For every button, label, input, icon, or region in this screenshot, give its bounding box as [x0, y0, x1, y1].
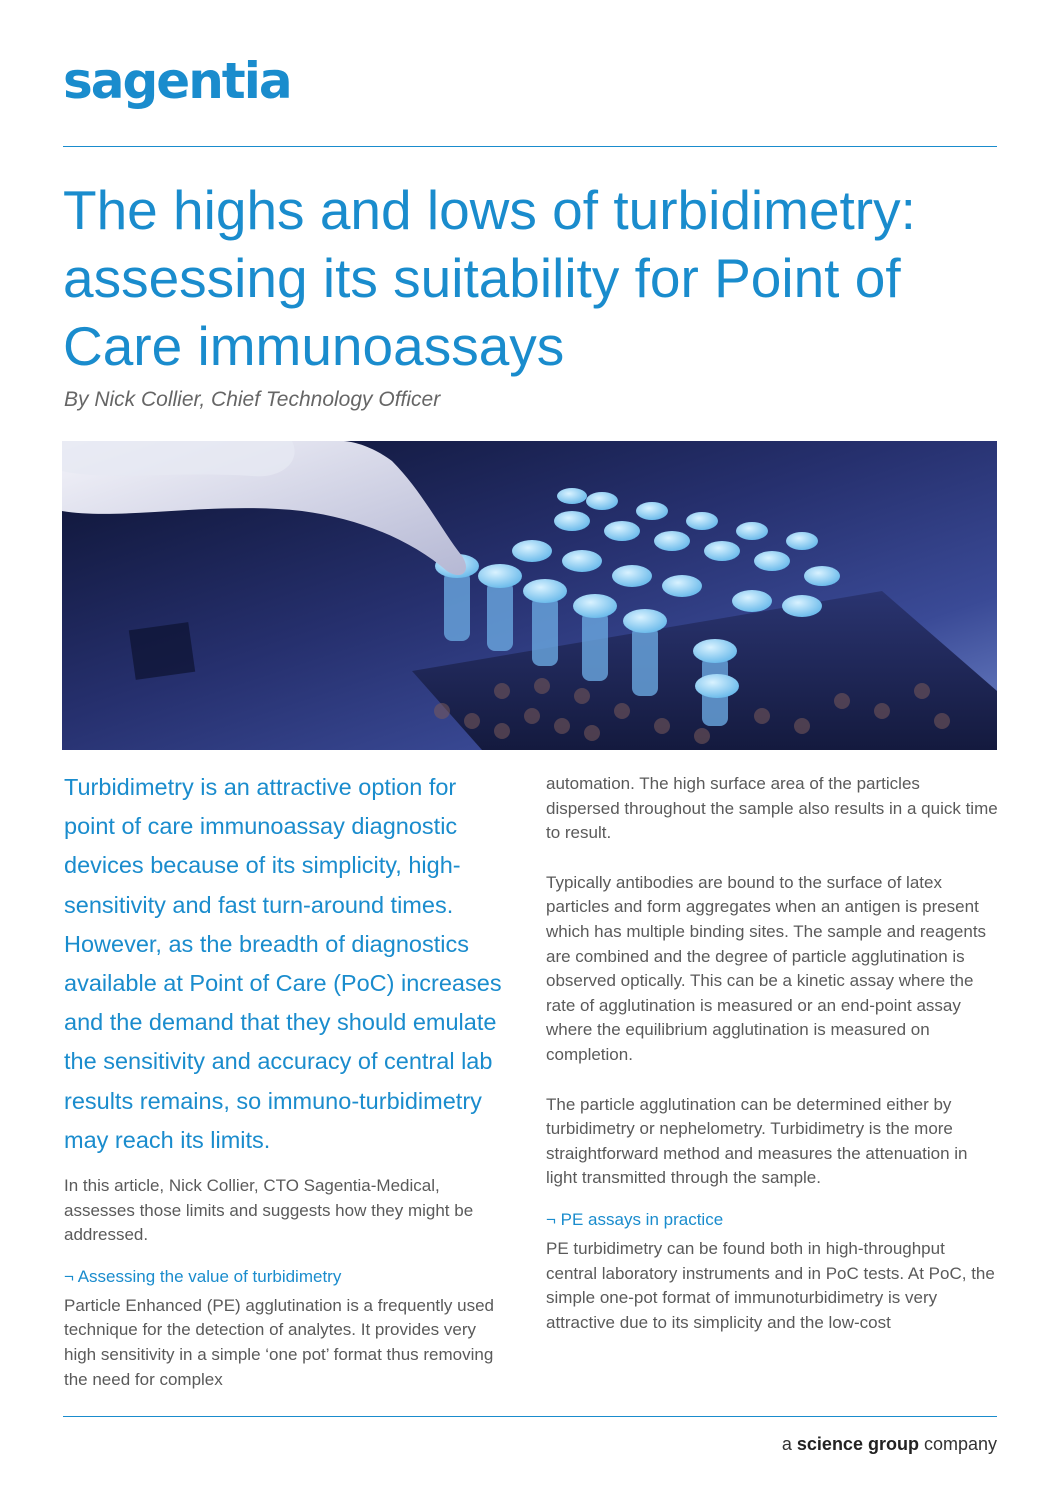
right-column: [546, 772, 998, 1335]
footer-divider: [63, 1416, 997, 1417]
body-paragraph: automation. The high surface area of the particles dispersed throughout the sample also results in a quick time to result.: [546, 774, 998, 843]
header-divider: [63, 146, 997, 147]
byline: By Nick Collier, Chief Technology Officer: [64, 388, 441, 411]
lead-paragraph: Turbidimetry is an attractive option for point of care immunoassay diagnostic devices because of its simplicity, high-sensitivity and fast turn-around times. However, as the breadth of diagnostics available at Point of Care (PoC) increases and the demand that they should emulate the sensitivity and accuracy of central lab results remains, so immuno-turbidimetry may reach its limits.: [64, 774, 502, 1153]
body-paragraph: Typically antibodies are bound to the surface of latex particles and form aggregates when an antigen is present which has multiple binding sites. The sample and reagents are combined and the degree of particle agglutination is observed optically. This can be a kinetic assay where the rate of agglutination is measured or an end-point assay where the equilibrium agglutination is measured on completion.: [546, 872, 987, 1064]
lab-tubes-photo-icon: [62, 441, 997, 750]
body-paragraph: Particle Enhanced (PE) agglutination is a frequently used technique for the detection of analytes. It provides very high sensitivity in a simple ‘one pot’ format thus removing the need for complex: [64, 1295, 494, 1389]
section-heading-assessing: ¬ Assessing the value of turbidimetry: [64, 1266, 342, 1286]
body-paragraph: The particle agglutination can be determined either by turbidimetry or nephelometry. Turbidimetry is the more straightforward method and measures the attenuation in light transmitted through the sample.: [546, 1094, 968, 1188]
body-paragraph: PE turbidimetry can be found both in high-throughput central laboratory instruments and in PoC tests. At PoC, the simple one-pot format of immunoturbidimetry is very attractive due to its simplicity and the low-cost: [546, 1238, 995, 1332]
sagentia-logo: sagentia: [63, 52, 291, 110]
section-heading-pe-assays: ¬ PE assays in practice: [546, 1209, 724, 1229]
hero-image: [62, 441, 997, 750]
left-column: [64, 768, 512, 1392]
footer-bold: science group: [796, 1434, 919, 1454]
footer-suffix: company: [918, 1434, 997, 1454]
intro-paragraph: In this article, Nick Collier, CTO Sagentia-Medical, assesses those limits and suggests how they might be addressed.: [64, 1176, 474, 1245]
page-title: The highs and lows of turbidimetry: assessing its suitability for Point of Care immunoassays: [63, 179, 916, 377]
footer-tagline: [782, 1434, 997, 1455]
footer-prefix: a: [781, 1434, 797, 1454]
